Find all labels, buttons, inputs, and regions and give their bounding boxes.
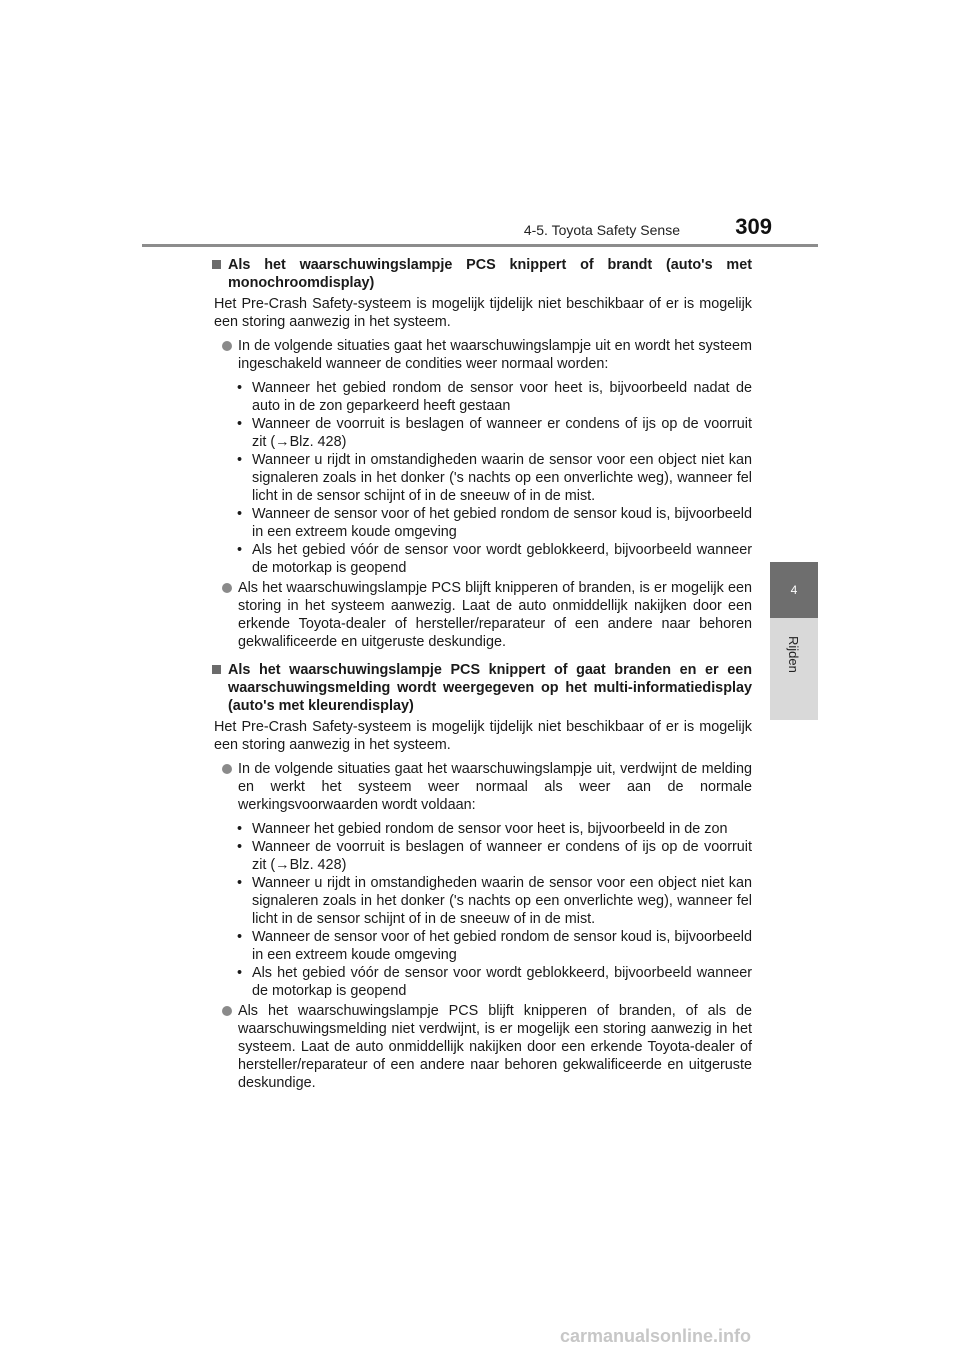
list-item	[212, 1002, 752, 1092]
bullet-item: • Wanneer het gebied rondom de sensor voor heet is, bijvoorbeeld in de zon	[237, 821, 728, 837]
page-header	[142, 214, 818, 244]
list-item-text: Als het waarschuwingslampje PCS blijft knipperen of branden, is er mogelijk een storing in het systeem aanwezig. Laat de auto onmiddellijk nakijken door een erkende Toyota-dealer of hersteller/reparateur of een andere naar behoren gekwalificeerde en uitgeruste deskundige.	[238, 580, 752, 650]
section-heading	[212, 256, 752, 292]
bullet-list	[212, 820, 752, 1000]
page-number: 309	[735, 214, 772, 239]
circle-bullet-icon	[222, 764, 232, 774]
chapter-label: Rijden	[786, 636, 801, 673]
page-content	[212, 256, 752, 1098]
section-heading	[212, 661, 752, 715]
heading-text: Als het waarschuwingslampje PCS knippert of brandt (auto's met monochroomdisplay)	[228, 257, 752, 291]
bullet-item: • Wanneer de voorruit is beslagen of wanneer er condens of ijs op de voorruit zit (→Blz. 428)	[237, 416, 752, 450]
square-bullet-icon	[212, 260, 221, 269]
list-item	[212, 760, 752, 814]
bullet-item: • Als het gebied vóór de sensor voor wordt geblokkeerd, bijvoorbeeld wanneer de motorkap is geopend	[237, 965, 752, 999]
circle-bullet-icon	[222, 341, 232, 351]
circle-bullet-icon	[222, 1006, 232, 1016]
square-bullet-icon	[212, 665, 221, 674]
list-item-text: In de volgende situaties gaat het waarschuwingslampje uit en wordt het systeem ingeschakeld wanneer de condities weer normaal worden:	[238, 338, 752, 372]
bullet-list	[212, 379, 752, 577]
header-divider	[142, 244, 818, 247]
chapter-number: 4	[790, 583, 798, 597]
intro-paragraph: Het Pre-Crash Safety-systeem is mogelijk tijdelijk niet beschikbaar of er is mogelijk een storing aanwezig in het systeem.	[214, 719, 752, 753]
list-item	[212, 337, 752, 373]
circle-bullet-icon	[222, 583, 232, 593]
section-title: 4-5. Toyota Safety Sense	[523, 222, 680, 238]
list-item-text: In de volgende situaties gaat het waarschuwingslampje uit, verdwijnt de melding en werkt het systeem weer normaal als weer aan de normale werkingsvoorwaarden wordt voldaan:	[238, 761, 752, 813]
watermark: carmanualsonline.info	[560, 1326, 752, 1346]
bullet-item: • Wanneer de voorruit is beslagen of wanneer er condens of ijs op de voorruit zit (→Blz. 428)	[237, 839, 752, 873]
chapter-tab	[770, 562, 818, 618]
bullet-item: • Wanneer de sensor voor of het gebied rondom de sensor koud is, bijvoorbeeld in een extreem koude omgeving	[237, 506, 752, 540]
intro-paragraph: Het Pre-Crash Safety-systeem is mogelijk tijdelijk niet beschikbaar of er is mogelijk een storing aanwezig in het systeem.	[214, 296, 752, 330]
bullet-item: • Wanneer u rijdt in omstandigheden waarin de sensor voor een object niet kan signaleren zoals in het donker ('s nachts op een onverlichte weg), wanneer fel licht in de sensor schijnt of in de sneeuw of in de mist.	[237, 452, 752, 504]
heading-text: Als het waarschuwingslampje PCS knippert of gaat branden en er een waarschuwingsmelding wordt weergegeven op het multi-informatiedisplay (auto's met kleurendisplay)	[228, 662, 752, 714]
bullet-item: • Wanneer de sensor voor of het gebied rondom de sensor koud is, bijvoorbeeld in een extreem koude omgeving	[237, 929, 752, 963]
bullet-item: • Als het gebied vóór de sensor voor wordt geblokkeerd, bijvoorbeeld wanneer de motorkap is geopend	[237, 542, 752, 576]
bullet-item: • Wanneer het gebied rondom de sensor voor heet is, bijvoorbeeld nadat de auto in de zon geparkeerd heeft gestaan	[237, 380, 752, 414]
list-item	[212, 579, 752, 651]
list-item-text: Als het waarschuwingslampje PCS blijft knipperen of branden, of als de waarschuwingsmelding niet verdwijnt, is er mogelijk een storing aanwezig in het systeem. Laat de auto onmiddellijk nakijken door een erkende Toyota-dealer of hersteller/reparateur of een andere naar behoren gekwalificeerde en uitgeruste deskundige.	[238, 1003, 752, 1091]
bullet-item: • Wanneer u rijdt in omstandigheden waarin de sensor voor een object niet kan signaleren zoals in het donker ('s nachts op een onverlichte weg), wanneer fel licht in de sensor schijnt of in de sneeuw of in de mist.	[237, 875, 752, 927]
